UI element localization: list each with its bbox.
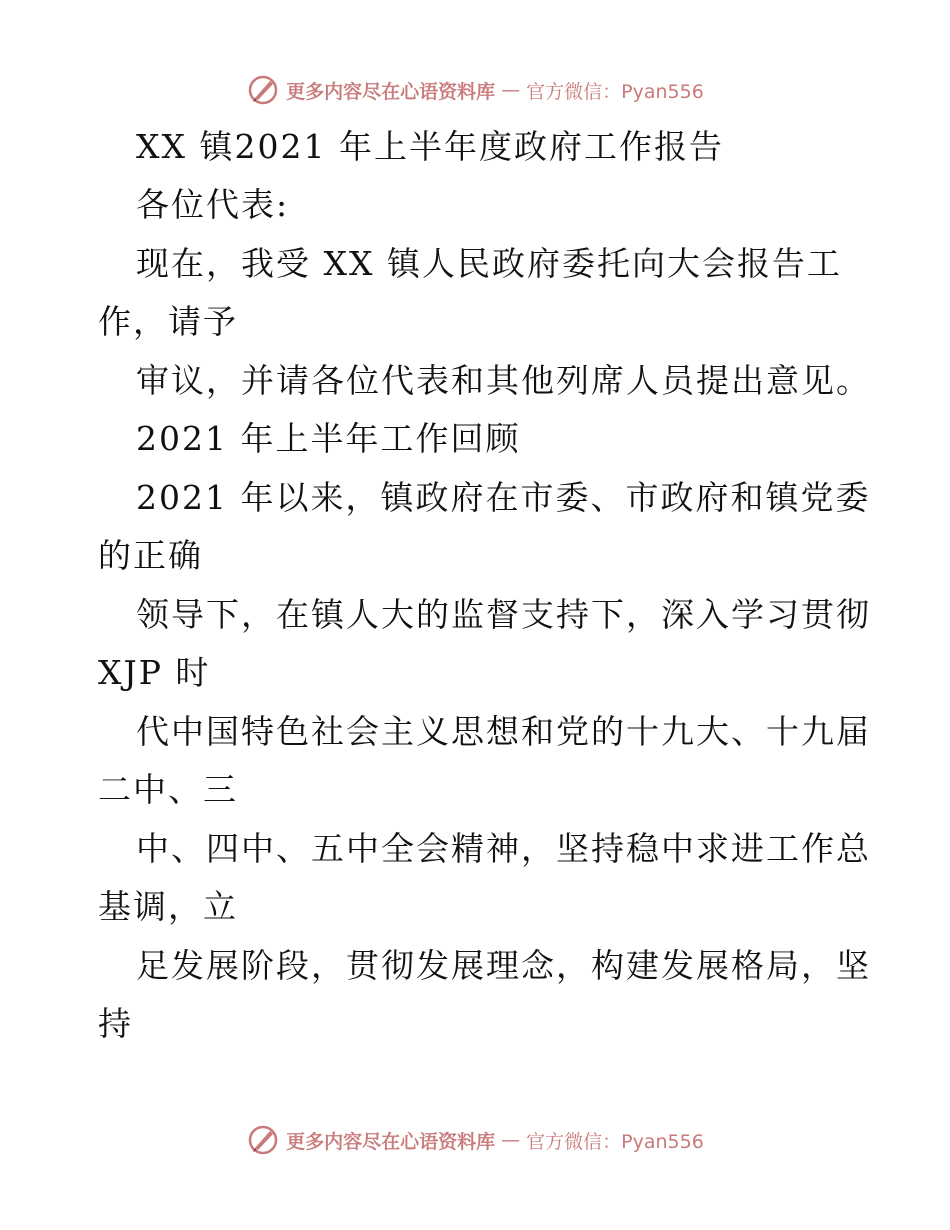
watermark-separator: — [501,79,521,101]
watermark-main-text: 更多内容尽在心语资料库 [286,1130,496,1153]
header-watermark [0,70,950,110]
paragraph-line: 基调，立 [98,887,238,926]
paragraph-line: 持 [98,1004,133,1043]
watermark-main-text: 更多内容尽在心语资料库 [286,80,496,103]
paragraph-line: 领导下，在镇人大的监督支持下，深入学习贯彻 [136,595,871,634]
section-heading: 2021 年上半年工作回顾 [136,419,521,458]
paragraph-line: 审议，并请各位代表和其他列席人员提出意见。 [136,361,871,400]
footer-watermark [0,1120,950,1160]
watermark-separator: — [501,1129,521,1151]
paragraph-line: 中、四中、五中全会精神，坚持稳中求进工作总 [136,829,871,868]
quill-pen-logo-icon [246,73,280,107]
paragraph-line: 2021 年以来，镇政府在市委、市政府和镇党委 [136,478,871,517]
paragraph-line: 代中国特色社会主义思想和党的十九大、十九届 [136,712,871,751]
paragraph-line: 的正确 [98,536,203,575]
paragraph-line: XJP 时 [98,653,211,692]
paragraph-line: 足发展阶段，贯彻发展理念，构建发展格局，坚 [136,946,871,985]
watermark-sub-text: 官方微信：Pyan556 [526,80,704,103]
paragraph-line: 作，请予 [98,302,238,341]
paragraph-line: 二中、三 [98,770,238,809]
quill-pen-logo-icon [246,1123,280,1157]
salutation: 各位代表: [136,185,290,224]
document-title: XX 镇2021 年上半年度政府工作报告 [136,127,724,166]
paragraph-line: 现在，我受 XX 镇人民政府委托向大会报告工 [136,244,842,283]
watermark-sub-text: 官方微信：Pyan556 [526,1130,704,1153]
